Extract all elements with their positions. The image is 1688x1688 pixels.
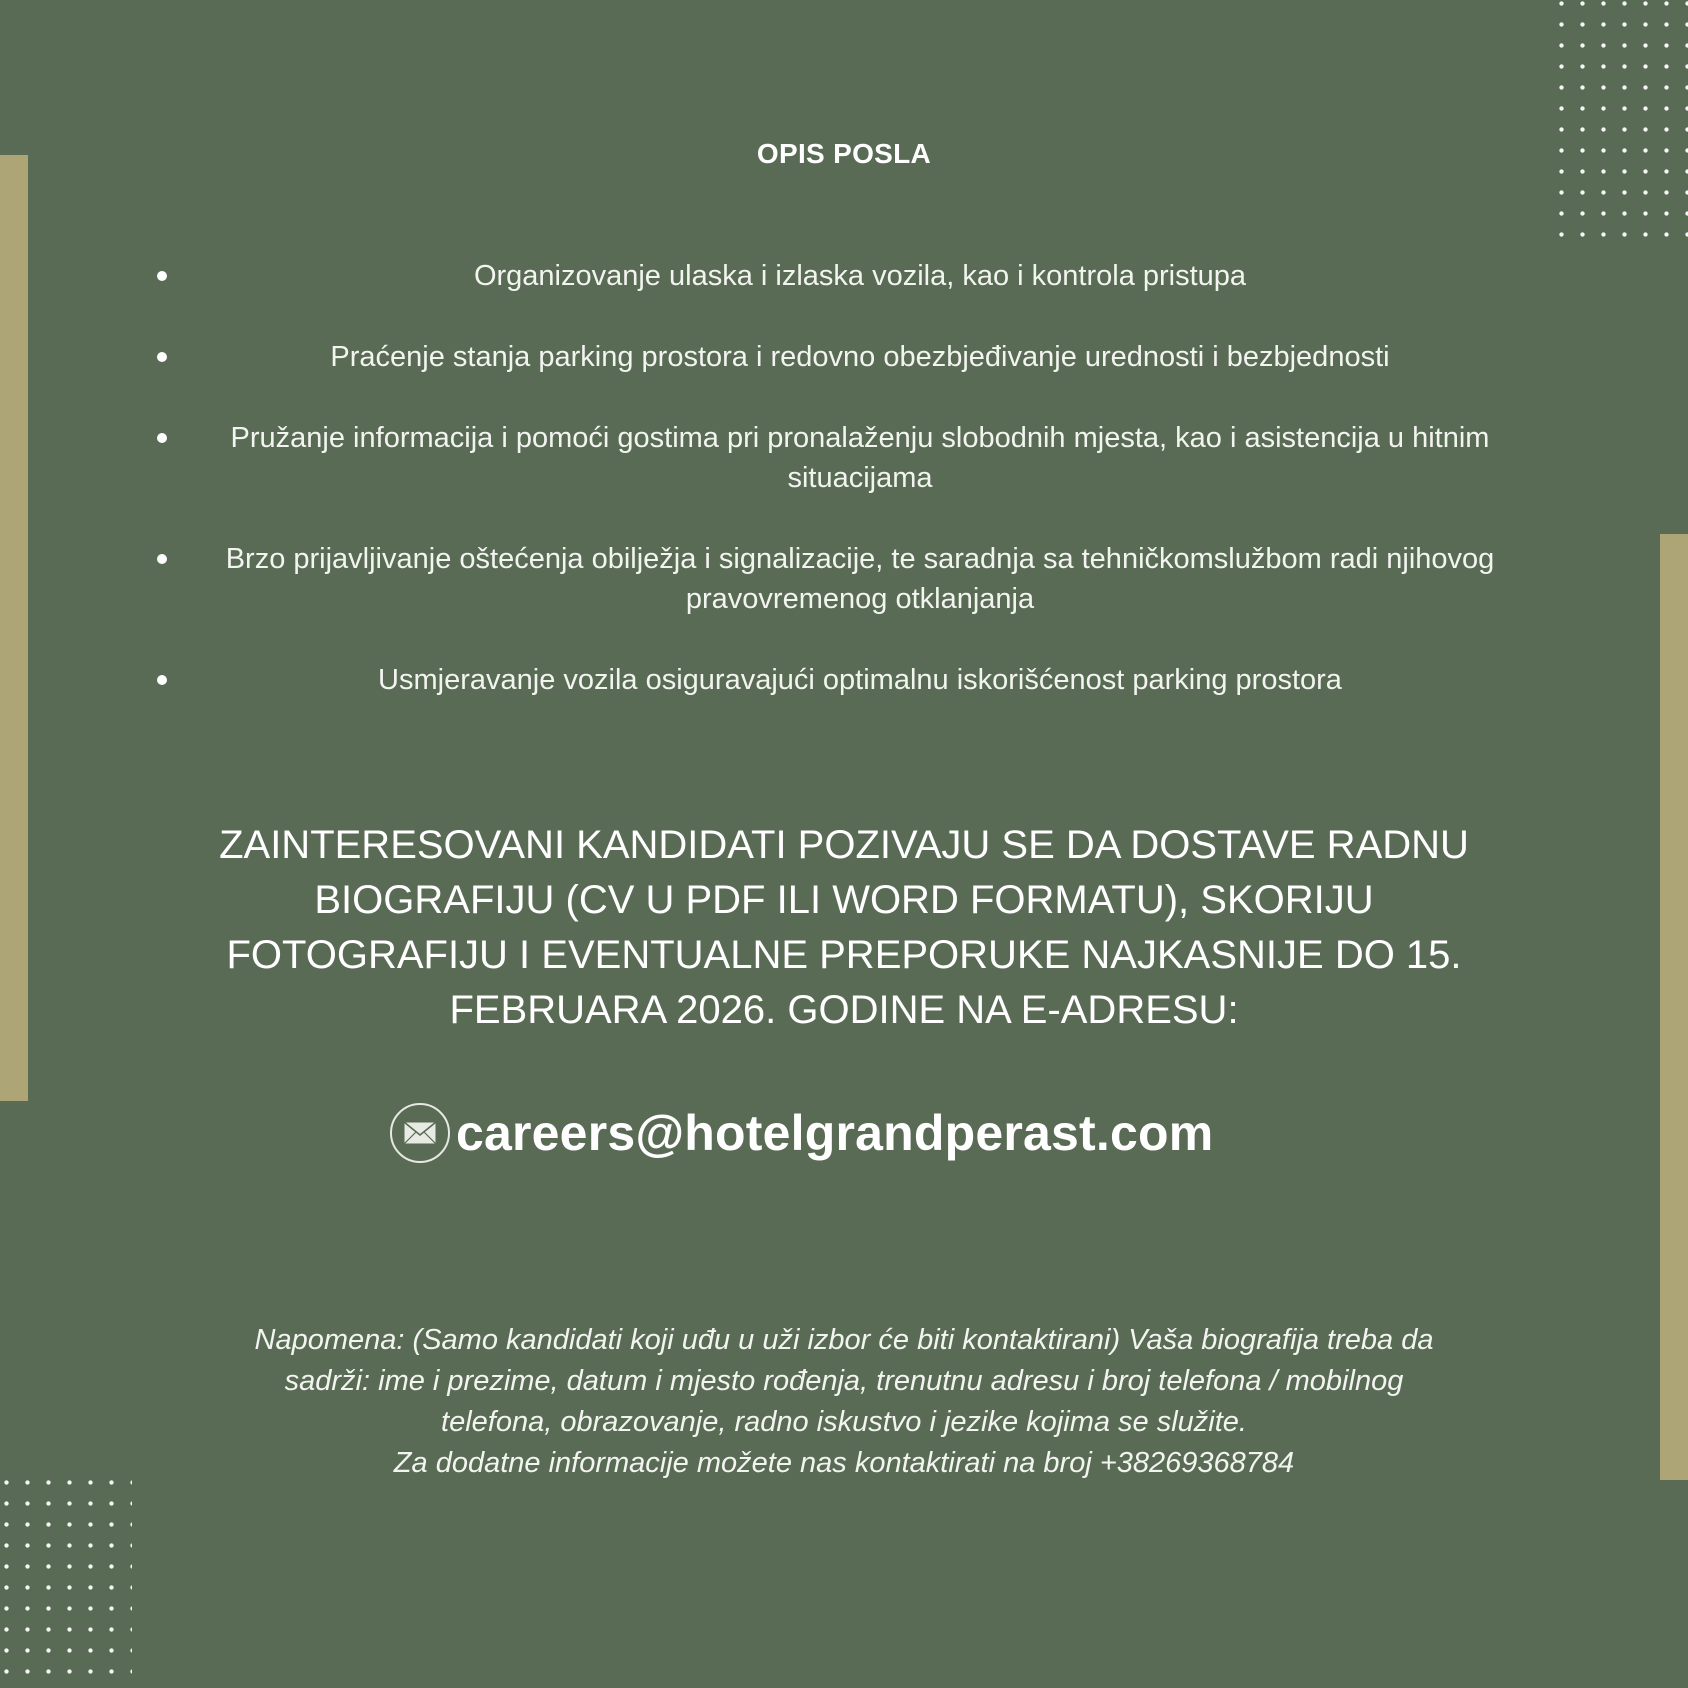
bullet-icon <box>157 271 167 281</box>
dot-pattern-bottom-left <box>0 1472 132 1688</box>
email-contact <box>390 1098 1213 1168</box>
bullet-icon <box>157 554 167 564</box>
application-callout: ZAINTERESOVANI KANDIDATI POZIVAJU SE DA DOSTAVE RADNU BIOGRAFIJU (CV U PDF ILI WORD FORMATU), SKORIJU FOTOGRAFIJU I EVENTUALNE PREPORUKE NAJKASNIJE DO 15. FEBRUARA 2026. GODINE NA E-ADRESU: <box>219 823 1469 1032</box>
duty-text: Brzo prijavljivanje oštećenja obilježja i signalizacije, te saradnja sa tehničkomslužbom radi njihovog pravovremenog otklanjanja <box>225 543 1495 615</box>
duty-text: Praćenje stanja parking prostora i redovno obezbjeđivanje urednosti i bezbjednosti <box>330 341 1390 373</box>
list-item <box>150 256 1530 296</box>
note-body: Napomena: (Samo kandidati koji uđu u uži izbor će biti kontaktirani) Vaša biografija treba da sadrži: ime i prezime, datum i mjesto rođenja, trenutnu adresu i broj telefona / mobilnog telefona, obrazovanje, radno iskustvo i jezike kojima se služite. <box>254 1324 1434 1438</box>
bullet-icon <box>157 675 167 685</box>
bullet-icon <box>157 352 167 362</box>
duty-text: Organizovanje ulaska i izlaska vozila, kao i kontrola pristupa <box>473 260 1247 292</box>
right-accent-bar <box>1660 534 1688 1480</box>
list-item <box>150 539 1530 619</box>
bullet-icon <box>157 433 167 443</box>
duty-text: Usmjeravanje vozila osiguravajući optimalnu iskorišćenost parking prostora <box>378 664 1342 696</box>
note-text <box>230 1320 1458 1484</box>
list-item <box>150 337 1530 377</box>
left-accent-bar <box>0 155 28 1101</box>
dot-pattern-top-right <box>1551 0 1688 238</box>
duties-list <box>150 256 1530 741</box>
note-contact: Za dodatne informacije možete nas kontaktirati na broj +38269368784 <box>393 1447 1295 1479</box>
list-item <box>150 660 1530 700</box>
list-item <box>150 418 1530 498</box>
email-link[interactable]: careers@hotelgrandperast.com <box>456 1105 1214 1161</box>
section-title: OPIS POSLA <box>756 138 932 169</box>
duty-text: Pružanje informacija i pomoći gostima pri pronalaženju slobodnih mjesta, kao i asistencija u hitnim situacijama <box>230 422 1490 494</box>
envelope-icon <box>390 1103 450 1163</box>
